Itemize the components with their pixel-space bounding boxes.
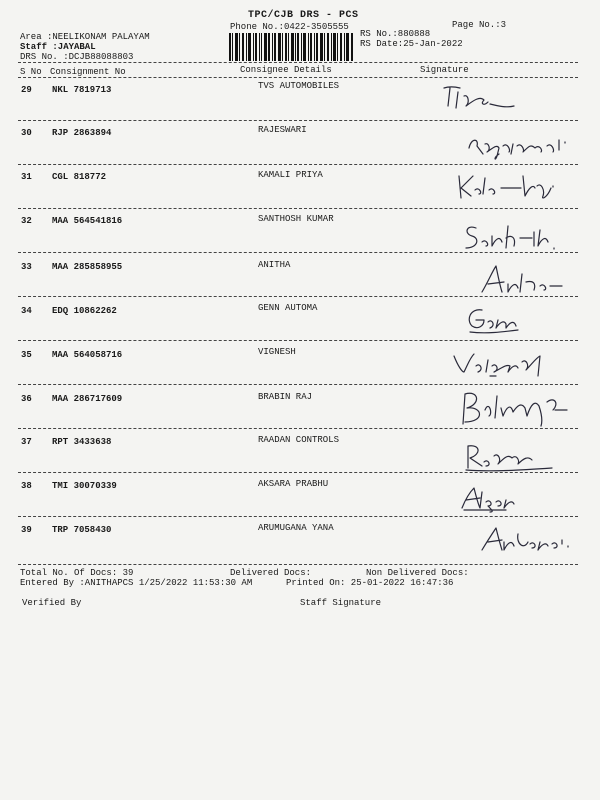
delivered-docs: Delivered Docs: — [230, 568, 312, 578]
row-consignment: MAA 285858955 — [52, 262, 123, 272]
row-consignee: SANTHOSH KUMAR — [258, 214, 334, 224]
barcode-image — [229, 33, 353, 61]
signature-image — [455, 168, 565, 202]
row-sno: 34 — [21, 306, 32, 316]
row-consignee: VIGNESH — [258, 347, 296, 357]
phone-number: Phone No.:0422-3505555 — [230, 22, 349, 32]
row-consignment: MAA 286717609 — [52, 394, 123, 404]
signature-image — [465, 128, 575, 162]
column-consignee: Consignee Details — [240, 65, 332, 75]
row-sno: 33 — [21, 262, 32, 272]
row-sno: 35 — [21, 350, 32, 360]
row-sno: 39 — [21, 525, 32, 535]
column-signature: Signature — [420, 65, 469, 75]
row-sno: 29 — [21, 85, 32, 95]
row-consignee: RAADAN CONTROLS — [258, 435, 340, 445]
entered-by: Entered By :ANITHAPCS 1/25/2022 11:53:30 AM — [20, 578, 253, 588]
signature-image — [462, 218, 572, 258]
row-divider — [18, 208, 578, 209]
signature-image — [440, 82, 520, 114]
row-consignee: ARUMUGANA YANA — [258, 523, 334, 533]
table-end-divider — [18, 564, 578, 565]
rs-date: RS Date:25-Jan-2022 — [360, 39, 463, 49]
row-sno: 37 — [21, 437, 32, 447]
signature-image — [478, 524, 588, 556]
row-sno: 31 — [21, 172, 32, 182]
page-number: Page No.:3 — [452, 20, 507, 30]
row-consignment: NKL 7819713 — [52, 85, 112, 95]
row-consignment: MAA 564541816 — [52, 216, 123, 226]
row-consignee: ANITHA — [258, 260, 291, 270]
signature-image — [478, 262, 568, 298]
row-divider — [18, 384, 578, 385]
signature-image — [462, 440, 572, 474]
total-docs: Total No. Of Docs: 39 — [20, 568, 134, 578]
signature-image — [458, 484, 528, 514]
row-divider — [18, 164, 578, 165]
area-label: Area :NEELIKONAM PALAYAM — [20, 32, 150, 42]
non-delivered-docs: Non Delivered Docs: — [366, 568, 469, 578]
row-divider — [18, 120, 578, 121]
row-divider — [18, 340, 578, 341]
row-consignment: TMI 30070339 — [52, 481, 117, 491]
row-consignee: RAJESWARI — [258, 125, 307, 135]
row-consignment: EDQ 10862262 — [52, 306, 117, 316]
row-sno: 38 — [21, 481, 32, 491]
row-consignee: BRABIN RAJ — [258, 392, 313, 402]
drs-number: DRS No. :DCJB88088803 — [20, 52, 134, 62]
rs-number: RS No.:880888 — [360, 29, 431, 39]
column-sno: S No — [20, 67, 42, 77]
signature-image — [450, 346, 560, 382]
row-consignee: GENN AUTOMA — [258, 303, 318, 313]
header-divider-top — [18, 62, 578, 63]
signature-image — [462, 302, 532, 336]
row-divider — [18, 516, 578, 517]
document-title: TPC/CJB DRS - PCS — [248, 10, 359, 21]
row-sno: 32 — [21, 216, 32, 226]
row-sno: 36 — [21, 394, 32, 404]
row-consignment: CGL 818772 — [52, 172, 107, 182]
row-consignee: KAMALI PRIYA — [258, 170, 323, 180]
row-consignment: MAA 564058716 — [52, 350, 123, 360]
row-consignee: AKSARA PRABHU — [258, 479, 329, 489]
staff-label: Staff :JAYABAL — [20, 42, 96, 52]
verified-by-label: Verified By — [22, 598, 82, 608]
row-consignee: TVS AUTOMOBILES — [258, 81, 340, 91]
column-consignment: Consignment No — [50, 67, 126, 77]
header-divider-bottom — [18, 77, 578, 78]
printed-on: Printed On: 25-01-2022 16:47:36 — [286, 578, 454, 588]
row-consignment: RPT 3433638 — [52, 437, 112, 447]
row-sno: 30 — [21, 128, 32, 138]
row-consignment: RJP 2863894 — [52, 128, 112, 138]
staff-signature-label: Staff Signature — [300, 598, 382, 608]
signature-image — [455, 386, 575, 430]
row-consignment: TRP 7058430 — [52, 525, 112, 535]
